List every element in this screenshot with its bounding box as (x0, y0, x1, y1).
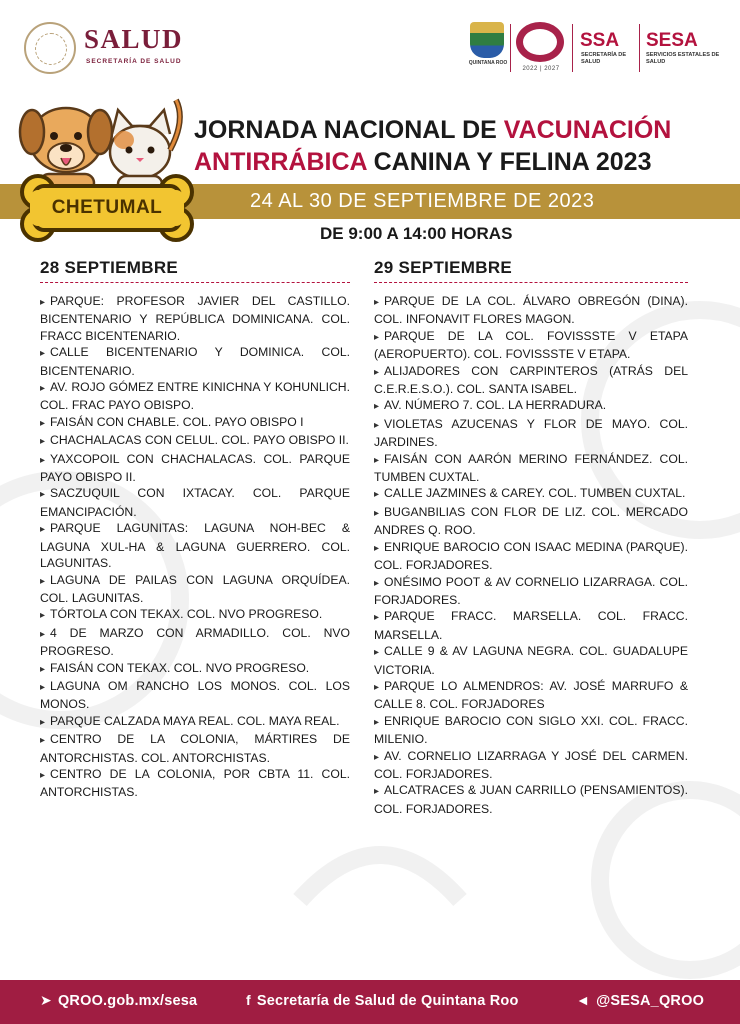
mexico-seal-icon (24, 22, 76, 74)
list-item: ▸ CHACHALACAS CON CELUL. COL. PAYO OBISPO II. (40, 432, 350, 450)
list-item: ▸ PARQUE FRACC. MARSELLA. COL. FRACC. MARSELLA. (374, 608, 688, 643)
list-item: ▸ ALCATRACES & JUAN CARRILLO (PENSAMIENTOS). COL. FORJADORES. (374, 782, 688, 817)
list-item: ▸ CENTRO DE LA COLONIA, MÁRTIRES DE ANTORCHISTAS. COL. ANTORCHISTAS. (40, 731, 350, 766)
city-label: CHETUMAL (51, 197, 163, 218)
list-item: ▸ CALLE JAZMINES & CAREY. COL. TUMBEN CUXTAL. (374, 485, 688, 503)
list-item: ▸ AV. ROJO GÓMEZ ENTRE KINICHNA Y KOHUNLICH. COL. FRAC PAYO OBISPO. (40, 379, 350, 414)
list-item: ▸ ALIJADORES CON CARPINTEROS (ATRÁS DEL C.E.R.E.S.O.). COL. SANTA ISABEL. (374, 363, 688, 398)
list-item: ▸ 4 DE MARZO CON ARMADILLO. COL. NVO PROGRESO. (40, 625, 350, 660)
schedule-column-28 (40, 258, 350, 801)
list-item: ▸ LAGUNA DE PAILAS CON LAGUNA ORQUÍDEA. COL. LAGUNITAS. (40, 572, 350, 607)
footer-website-text: QROO.gob.mx/sesa (57, 993, 198, 1009)
list-item: ▸ FAISÁN CON TEKAX. COL. NVO PROGRESO. (40, 660, 350, 678)
column-heading: 28 SEPTIEMBRE (40, 258, 350, 283)
list-item: ▸ TÓRTOLA CON TEKAX. COL. NVO PROGRESO. (40, 606, 350, 624)
list-item: ▸ CENTRO DE LA COLONIA, POR CBTA 11. COL. ANTORCHISTAS. (40, 766, 350, 801)
q-logo-years: 2022 | 2027 (522, 66, 560, 72)
sesa-logo-title: SESA (646, 30, 698, 51)
campaign-dates: 24 AL 30 DE SEPTIEMBRE DE 2023 (250, 190, 595, 212)
header (0, 0, 740, 90)
title-part-2: VACUNACIÓN (503, 116, 672, 144)
salud-logo-subtitle: SECRETARÍA DE SALUD (86, 58, 182, 65)
list-item: ▸ PARQUE LAGUNITAS: LAGUNA NOH-BEC & LAGUNA XUL-HA & LAGUNA GUERRERO. COL. LAGUNITAS. (40, 520, 350, 571)
list-item: ▸ FAISÁN CON AARÓN MERINO FERNÁNDEZ. COL. TUMBEN CUXTAL. (374, 451, 688, 486)
title-part-4: CANINA Y FELINA 2023 (366, 148, 652, 176)
list-item: ▸ SACZUQUIL CON IXTACAY. COL. PARQUE EMANCIPACIÓN. (40, 485, 350, 520)
title-part-3: ANTIRRÁBICA (194, 148, 367, 176)
campaign-hours: DE 9:00 A 14:00 HORAS (320, 224, 513, 243)
schedule-column-29 (374, 258, 688, 817)
list-item: ▸ AV. CORNELIO LIZARRAGA Y JOSÉ DEL CARMEN. COL. FORJADORES. (374, 748, 688, 783)
q-logo-icon (516, 22, 564, 62)
footer-facebook-text: Secretaría de Salud de Quintana Roo (256, 993, 519, 1009)
location-list (40, 293, 350, 801)
footer-twitter-link[interactable] (576, 992, 704, 1009)
salud-logo-title: SALUD (84, 24, 184, 54)
location-list (374, 293, 688, 817)
campaign-title (194, 114, 734, 178)
title-part-1: JORNADA NACIONAL DE (194, 116, 504, 144)
list-item: ▸ VIOLETAS AZUCENAS Y FLOR DE MAYO. COL. JARDINES. (374, 416, 688, 451)
footer-twitter-text: @SESA_QROO (596, 993, 705, 1009)
quintana-roo-shield-icon (470, 22, 504, 58)
list-item: ▸ PARQUE LO ALMENDROS: AV. JOSÉ MARRUFO & CALLE 8. COL. FORJADORES (374, 678, 688, 713)
list-item: ▸ AV. NÚMERO 7. COL. LA HERRADURA. (374, 397, 688, 415)
list-item: ▸ BUGANBILIAS CON FLOR DE LIZ. COL. MERCADO ANDRES Q. ROO. (374, 504, 688, 539)
list-item: ▸ ONÉSIMO POOT & AV CORNELIO LIZARRAGA. COL. FORJADORES. (374, 574, 688, 609)
list-item: ▸ PARQUE DE LA COL. FOVISSSTE V ETAPA (AEROPUERTO). COL. FOVISSSTE V ETAPA. (374, 328, 688, 363)
footer (0, 980, 740, 1024)
sesa-logo-subtitle: SERVICIOS ESTATALES DE SALUD (646, 52, 720, 65)
list-item: ▸ PARQUE DE LA COL. ÁLVARO OBREGÓN (DINA). COL. INFONAVIT FLORES MAGON. (374, 293, 688, 328)
footer-website-link[interactable] (40, 992, 197, 1009)
column-heading: 29 SEPTIEMBRE (374, 258, 688, 283)
list-item: ▸ LAGUNA OM RANCHO LOS MONOS. COL. LOS MONOS. (40, 678, 350, 713)
ssa-logo-title: SSA (580, 30, 620, 51)
twitter-icon: ◄ (576, 992, 591, 1008)
list-item: ▸ FAISÁN CON CHABLE. COL. PAYO OBISPO I (40, 414, 350, 432)
list-item: ▸ YAXCOPOIL CON CHACHALACAS. COL. PARQUE PAYO OBISPO II. (40, 451, 350, 486)
quintana-roo-label: QUINTANA ROO (468, 60, 508, 66)
divider (639, 24, 640, 72)
facebook-icon: f (246, 992, 251, 1008)
footer-facebook-link[interactable] (246, 992, 519, 1009)
cursor-icon: ➤ (40, 992, 52, 1008)
list-item: ▸ CALLE 9 & AV LAGUNA NEGRA. COL. GUADALUPE VICTORIA. (374, 643, 688, 678)
ssa-logo-subtitle: SECRETARÍA DE SALUD (581, 52, 627, 65)
list-item: ▸ ENRIQUE BAROCIO CON SIGLO XXI. COL. FRACC. MILENIO. (374, 713, 688, 748)
list-item: ▸ PARQUE: PROFESOR JAVIER DEL CASTILLO. BICENTENARIO Y REPÚBLICA DOMINICANA. COL. FRACC BICENTENARIO. (40, 293, 350, 344)
list-item: ▸ CALLE BICENTENARIO Y DOMINICA. COL. BICENTENARIO. (40, 344, 350, 379)
divider (572, 24, 573, 72)
list-item: ▸ ENRIQUE BAROCIO CON ISAAC MEDINA (PARQUE). COL. FORJADORES. (374, 539, 688, 574)
list-item: ▸ PARQUE CALZADA MAYA REAL. COL. MAYA REAL. (40, 713, 350, 731)
divider (510, 24, 511, 72)
